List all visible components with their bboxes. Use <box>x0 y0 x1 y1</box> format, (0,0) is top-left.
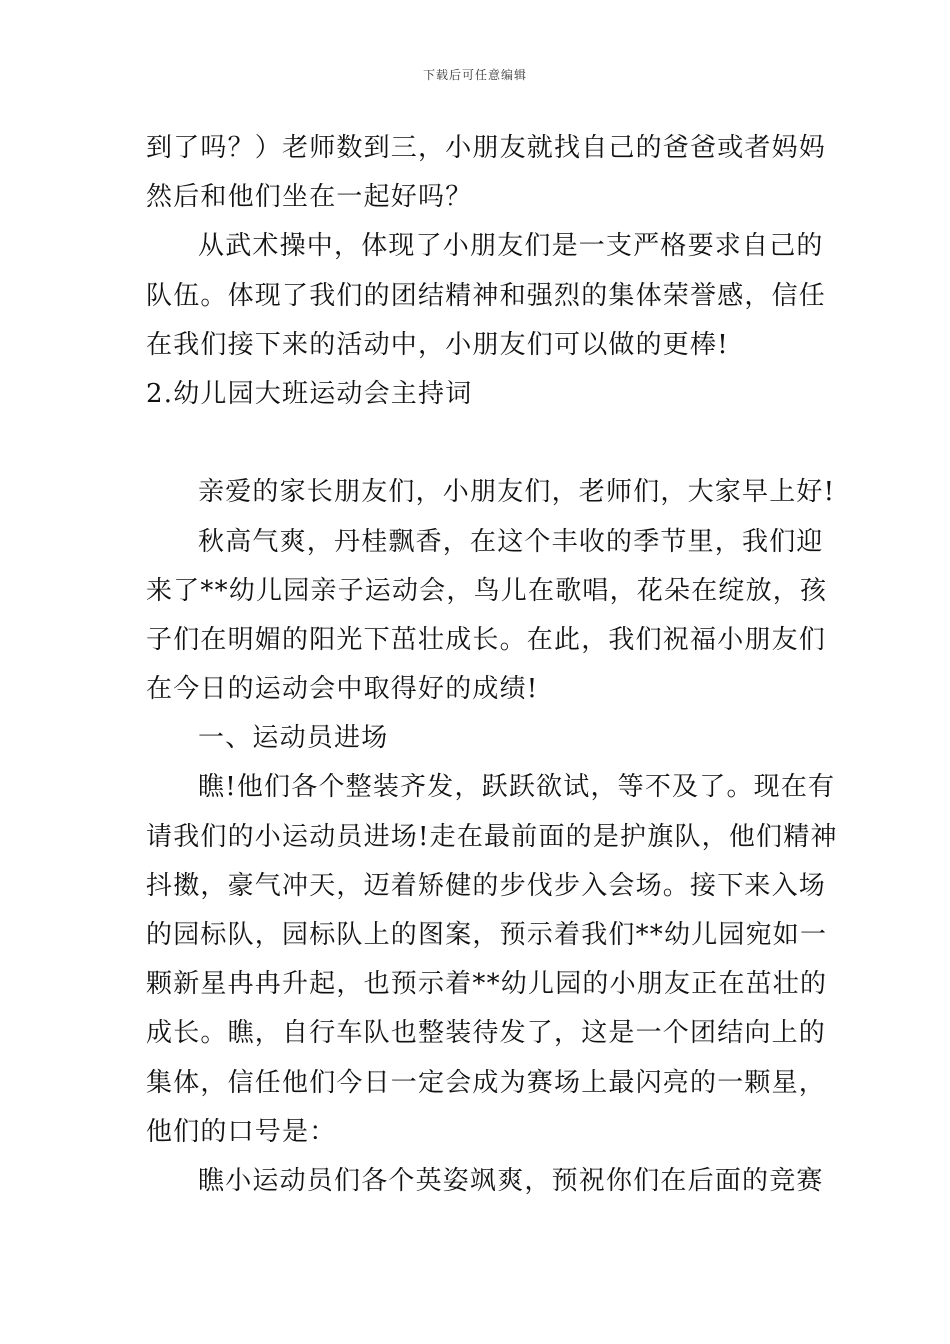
text-line: 在我们接下来的活动中，小朋友们可以做的更棒! <box>146 329 729 360</box>
paragraph-start: 瞧小运动员们各个英姿飒爽，预祝你们在后面的竞赛 <box>198 1165 824 1196</box>
paragraph-start: 从武术操中，体现了小朋友们是一支严格要求自己的 <box>198 231 824 262</box>
text-line: 到了吗？）老师数到三，小朋友就找自己的爸爸或者妈妈 <box>146 133 827 163</box>
section-heading: 2.幼儿园大班运动会主持词 <box>146 378 473 409</box>
text-line: 集体，信任他们今日一定会成为赛场上最闪亮的一颗星， <box>146 1067 827 1098</box>
page-header: 下载后可任意编辑 <box>422 68 527 82</box>
text-line: 子们在明媚的阳光下茁壮成长。在此，我们祝福小朋友们 <box>146 624 827 655</box>
text-line: 请我们的小运动员进场!走在最前面的是护旗队，他们精神 <box>146 821 838 852</box>
text-line: 他们的口号是： <box>146 1116 337 1147</box>
text-line: 在今日的运动会中取得好的成绩! <box>146 674 539 705</box>
paragraph-start: 瞧!他们各个整装齐发，跃跃欲试，等不及了。现在有 <box>198 772 836 803</box>
text-line: 颗新星冉冉升起，也预示着**幼儿园的小朋友正在茁壮的 <box>146 969 828 1000</box>
paragraph-start: 亲爱的家长朋友们，小朋友们，老师们，大家早上好! <box>198 477 836 508</box>
blank-line <box>146 419 808 468</box>
text-line: 来了**幼儿园亲子运动会，鸟儿在歌唱，花朵在绽放，孩 <box>146 575 828 606</box>
text-line: 的园标队，园标队上的图案，预示着我们**幼儿园宛如一 <box>146 920 828 950</box>
subsection-heading: 一、运动员进场 <box>198 723 389 754</box>
paragraph-start: 秋高气爽，丹桂飘香，在这个丰收的季节里，我们迎 <box>198 526 824 557</box>
text-line: 队伍。体现了我们的团结精神和强烈的集体荣誉感，信任 <box>146 280 827 311</box>
document-body <box>146 124 838 1206</box>
text-line: 然后和他们坐在一起好吗？ <box>146 182 473 213</box>
text-line: 成长。瞧，自行车队也整装待发了，这是一个团结向上的 <box>146 1018 827 1049</box>
text-line: 抖擞，豪气冲天，迈着矫健的步伐步入会场。接下来入场 <box>146 870 827 901</box>
